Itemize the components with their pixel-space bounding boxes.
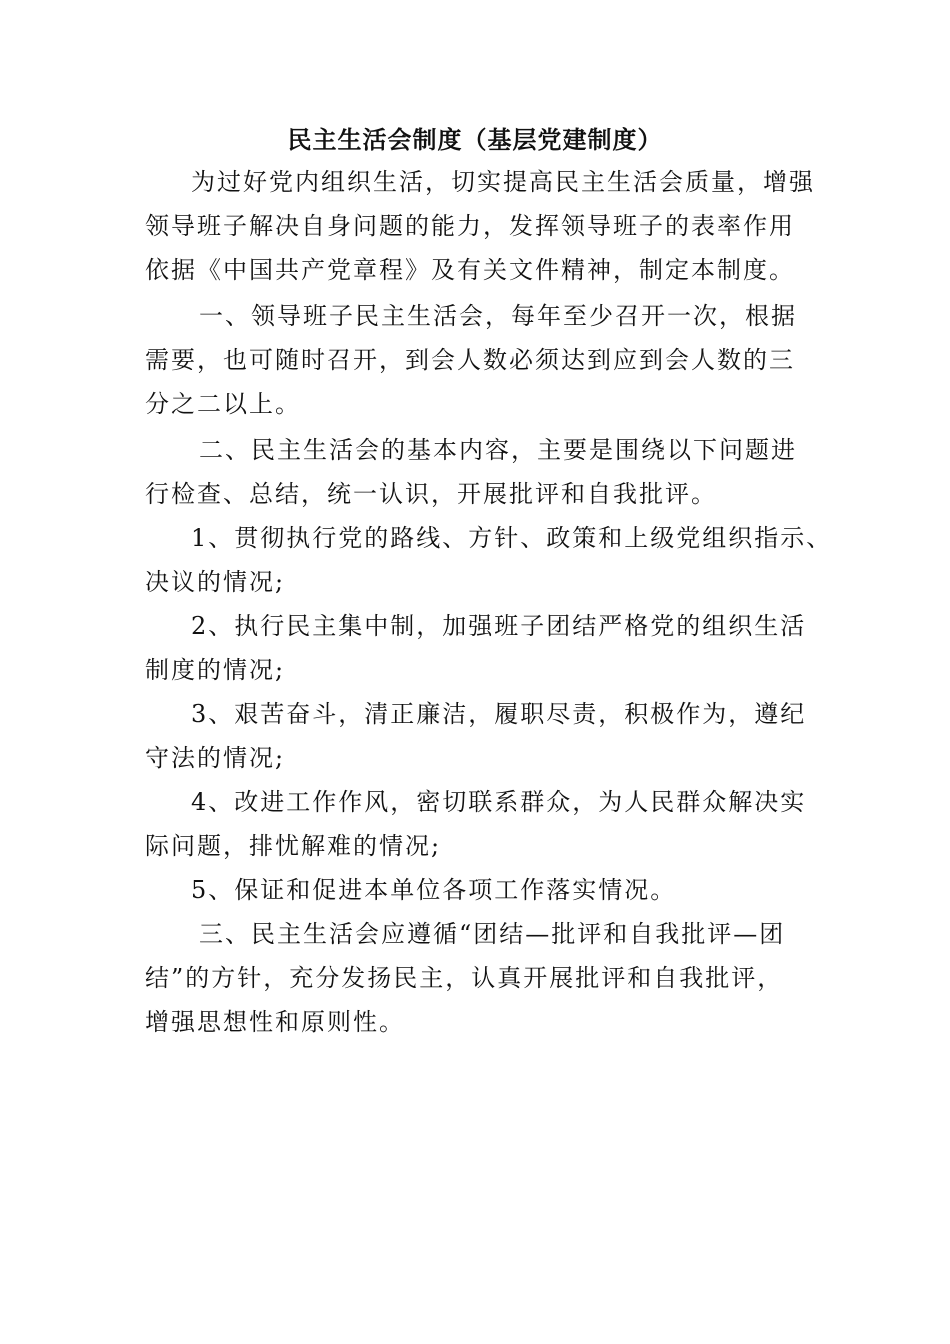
paragraph-line: 结”的方针，充分发扬民主，认真开展批评和自我批评，: [145, 964, 784, 992]
list-item-line: 守法的情况;: [145, 744, 286, 772]
paragraph-line: 增强思想性和原则性。: [145, 1008, 405, 1036]
list-item-line: 制度的情况;: [145, 656, 286, 684]
list-item-line: 决议的情况;: [145, 568, 286, 596]
paragraph-line: 一、领导班子民主生活会，每年至少召开一次，根据: [199, 302, 797, 330]
paragraph-line: 分之二以上。: [145, 390, 301, 418]
list-item-line: 际问题，排忧解难的情况;: [145, 832, 442, 860]
document-title: 民主生活会制度（基层党建制度）: [287, 126, 663, 154]
paragraph-line: 二、民主生活会的基本内容，主要是围绕以下问题进: [199, 436, 797, 464]
list-item-line: 2、执行民主集中制，加强班子团结严格党的组织生活: [191, 612, 807, 640]
list-item-line: 1、贯彻执行党的路线、方针、政策和上级党组织指示、: [191, 524, 833, 552]
paragraph-line: 需要，也可随时召开，到会人数必须达到应到会人数的三: [145, 346, 795, 374]
paragraph-line: 三、民主生活会应遵循“团结—批评和自我批评—团: [199, 920, 786, 948]
paragraph-line: 行检查、总结，统一认识，开展批评和自我批评。: [145, 480, 717, 508]
paragraph-line: 领导班子解决自身问题的能力，发挥领导班子的表率作用: [145, 212, 795, 240]
paragraph-line: 依据《中国共产党章程》及有关文件精神，制定本制度。: [145, 256, 795, 284]
list-item-line: 5、保证和促进本单位各项工作落实情况。: [191, 876, 677, 904]
list-item-line: 3、艰苦奋斗，清正廉洁，履职尽责，积极作为，遵纪: [191, 700, 807, 728]
paragraph-line: 为过好党内组织生活，切实提高民主生活会质量，增强: [191, 168, 815, 196]
list-item-line: 4、改进工作作风，密切联系群众，为人民群众解决实: [191, 788, 807, 816]
